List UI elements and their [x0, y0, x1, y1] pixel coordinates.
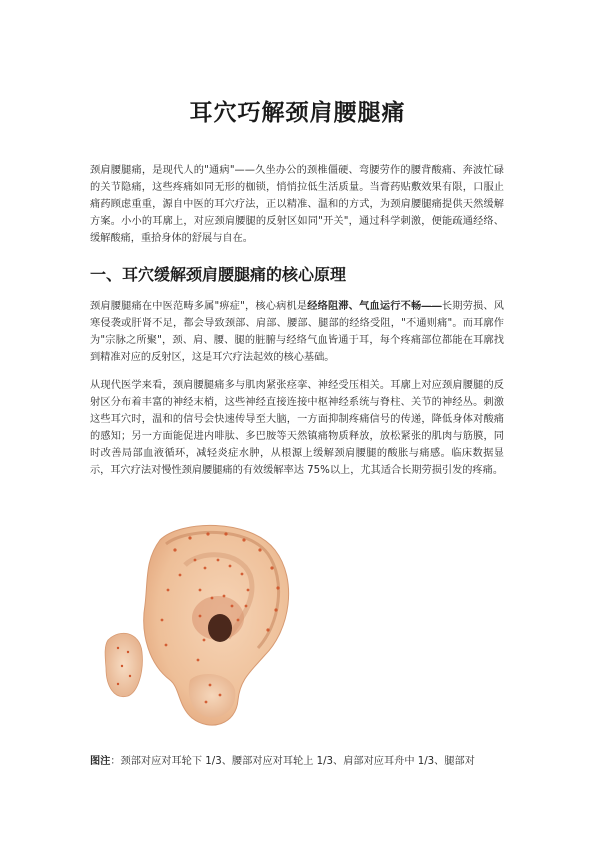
page-title: 耳穴巧解颈肩腰腿痛 [189, 100, 406, 126]
principle-paragraph-1 [90, 298, 504, 366]
p1-text-a: 颈肩腰腿痛在中医范畴多属"痹症"，核心病机是 [90, 301, 308, 312]
p1-text-b: 长期劳损、风寒侵袭或肝肾不足，都会导致颈部、肩部、腰部、腿部的经络受阻，"不通则痛"。而耳廓作为"宗脉之所聚"，颈、肩、腰、腿的脏腑与经络气血皆通于耳，每个疼痛部位都能在耳廓找到精准对应的反射区，这是耳穴疗法起效的核心基础。 [90, 301, 504, 364]
intro-paragraph: 颈肩腰腿痛，是现代人的"通病"——久坐办公的颈椎僵硬、弯腰劳作的腰背酸痛、奔波忙碌的关节隐痛，这些疼痛如同无形的枷锁，悄悄拉低生活质量。当膏药贴敷效果有限，口服止痛药顾虑重重，源自中医的耳穴疗法，正以精准、温和的方式，为颈肩腰腿痛提供天然缓解方案。小小的耳廓上，对应颈肩腰腿的反射区如同"开关"，通过科学刺激，便能疏通经络、缓解酸痛，重拾身体的舒展与自在。 [90, 165, 504, 245]
p1-bold-text: 经络阻滞、气血运行不畅 [307, 301, 422, 312]
caption-label: 图注 [90, 756, 111, 767]
p1-dash: —— [421, 301, 442, 312]
section-heading: 一、耳穴缓解颈肩腰腿痛的核心原理 [90, 265, 347, 284]
principle-paragraph-2: 从现代医学来看，颈肩腰腿痛多与肌肉紧张痉挛、神经受压相关。耳廓上对应颈肩腰腿的反射区分布着丰富的神经末梢，这些神经直接连接中枢神经系统与脊柱、关节的神经丛。刺激这些耳穴时，温和的信号会快速传导至大脑，一方面抑制疼痛信号的传递，降低身体对酸痛的感知；另一方面能促进内啡肽、多巴胺等天然镇痛物质释放，放松紧张的肌肉与筋膜，同时改善局部血液循环，减轻炎症水肿，从根源上缓解颈肩腰腿的酸胀与痛感。临床数据显示，耳穴疗法对慢性颈肩腰腿痛的有效缓解率达 75%以上，尤其适合长期劳损引发的疼痛。 [90, 380, 504, 477]
figure-caption [90, 752, 475, 767]
ear-canal [208, 614, 232, 642]
inset-ear-outline [105, 633, 142, 696]
caption-text: ：颈部对应对耳轮下 1/3、腰部对应对耳轮上 1/3、肩部对应耳舟中 1/3、腿部对 [110, 756, 475, 767]
ear-acupoint-illustration [100, 520, 300, 735]
